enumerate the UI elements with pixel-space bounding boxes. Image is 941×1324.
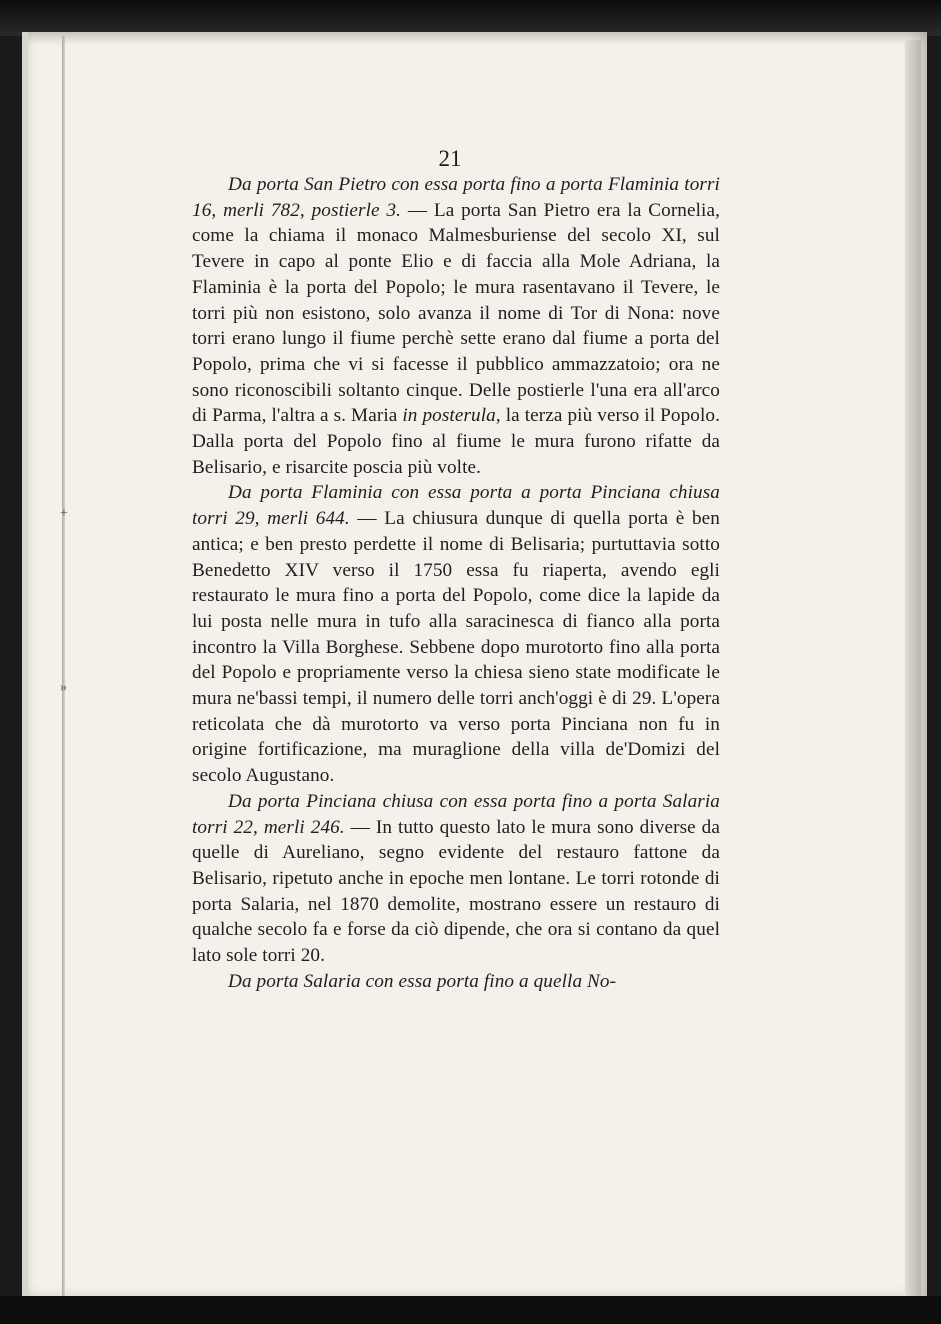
margin-tick-mark: »	[60, 680, 67, 695]
italic-phrase: in posterula	[402, 405, 496, 427]
section-heading-italic: Da porta Flaminia con essa porta a porta Pinciana chiusa torri 29, merli 644.	[192, 482, 720, 530]
page-number: 21	[438, 146, 462, 171]
page-body-text	[192, 172, 720, 995]
paragraph	[192, 480, 720, 788]
page-edge-shadow	[905, 40, 921, 1296]
paragraph-text: , la terza più verso il Popolo. Dalla porta del Popolo fino al fiume le mura furono rifatte da Belisario, e risarcite poscia più volte.	[192, 405, 720, 478]
paragraph	[192, 172, 720, 480]
section-heading-italic: Da porta Salaria con essa porta fino a quella No-	[228, 970, 617, 992]
section-heading-italic: Da porta Pinciana chiusa con essa porta fino a porta Salaria torri 22, merli 246.	[192, 790, 720, 838]
paragraph	[192, 789, 720, 969]
section-heading-italic: Da porta San Pietro con essa porta fino a porta Flaminia torri 16, merli 782, postierle 3.	[192, 174, 720, 221]
paragraph-text: — La chiusura dunque di quella porta è ben antica; e ben presto perdette il nome di Belisaria; purtuttavia sotto Benedetto XIV verso il 1750 essa fu riaperta, avendo egli restaurato le mura fino a porta del Popolo, come dice la lapide da lui posta nelle mura in tufo alla saracinesca di fianco alla porta incontro la Villa Borghese. Sebbene dopo murotorto fino alla porta del Popolo e propriamente verso la chiesa sieno state modificate le mura ne'bassi tempi, il numero delle torri anch'oggi è di 29. L'opera reticolata che dà murotorto va verso porta Pinciana non fu in origine fortificazione, ma muraglione della villa de'Domizi del secolo Augustano.	[192, 508, 720, 787]
paragraph	[192, 969, 720, 995]
paragraph-text: — La porta San Pietro era la Cornelia, come la chiama il monaco Malmesburiense del secolo XI, sul Tevere in capo al ponte Elio e di faccia alla Mole Adriana, la Flaminia è la porta del Popolo; le mura rasentavano il Tevere, le torri più non esistono, solo avanza il nome di Tor di Nona: nove torri erano lungo il fiume perchè sette erano dal fiume a porta del Popolo, prima che vi si facesse il pubblico ammazzatoio; ora ne sono riconoscibili soltanto cinque. Delle postierle l'una era all'arco di Parma, l'altra a s. Maria	[192, 199, 720, 427]
scan-border-top	[0, 0, 941, 36]
page-gutter-line	[62, 36, 65, 1296]
scan-border-bottom	[0, 1296, 941, 1324]
margin-tick-mark: +	[60, 506, 68, 521]
paragraph-text: — In tutto questo lato le mura sono diverse da quelle di Aureliano, segno evidente del restauro fattone da Belisario, ripetuto anche in epoche men lontane. Le torri rotonde di porta Salaria, nel 1870 demolite, mostrano essere un restauro di qualche secolo fa e forse da ciò dipende, che ora si contano da quel lato sole torri 20.	[192, 816, 720, 967]
